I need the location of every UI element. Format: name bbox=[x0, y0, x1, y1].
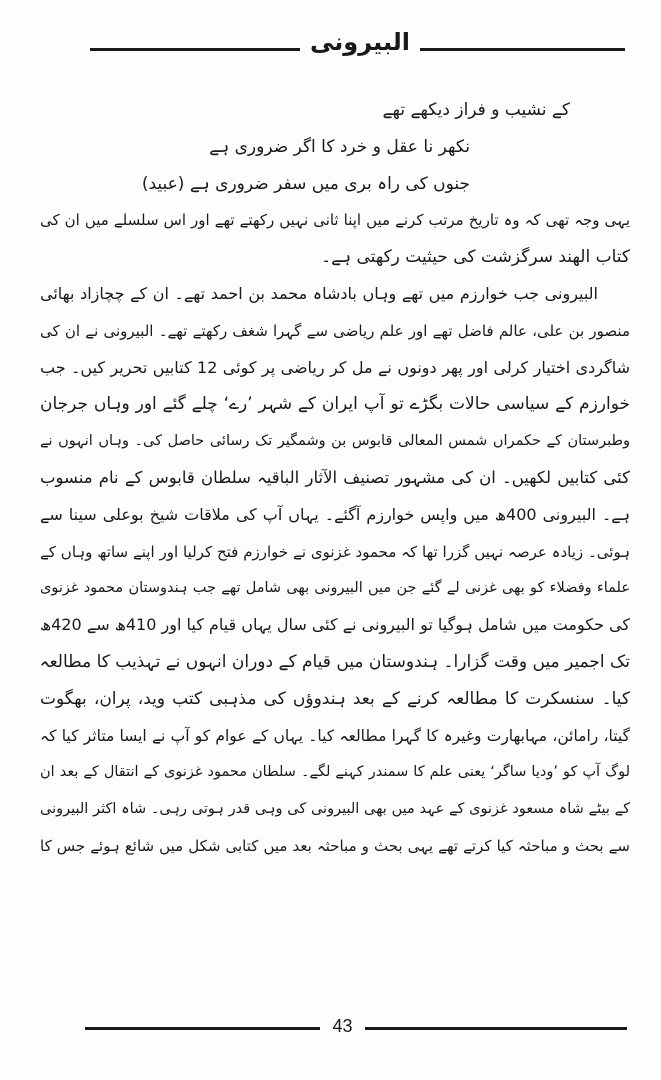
text-line: کی حکومت میں شامل ہوگیا تو البیرونی نے کئی سال یہاں قیام کیا اور 410ھ سے 420ھ bbox=[40, 615, 630, 635]
running-title: البیرونی bbox=[310, 28, 410, 56]
header-rule-right bbox=[420, 48, 625, 51]
page-footer bbox=[0, 1016, 661, 1044]
text-line: لوگ آپ کو ’ودیا ساگر‘ یعنی علم کا سمندر کہنے لگے۔ سلطان محمود غزنوی کے انتقال کے بعد ان bbox=[40, 764, 630, 781]
text-line: کے بیٹے شاہ مسعود غزنوی کے عہد میں بھی البیرونی کی وہی قدر ہوتی رہی۔ شاہ اکثر البیرونی bbox=[40, 801, 630, 818]
page-header bbox=[0, 28, 661, 72]
text-line: سے بحث و مباحثہ کیا کرتے تھے یہی بحث و مباحثہ بعد میں کتابی شکل میں شائع ہوئے جس کا bbox=[40, 836, 630, 855]
text-line: کیا۔ سنسکرت کا مطالعہ کرنے کے بعد ہندوؤں کی مذہبی کتب وید، پران، بھگوت bbox=[40, 688, 630, 709]
text-line: کئی کتابیں لکھیں۔ ان کی مشہور تصنیف الآثار الباقیہ سلطان قابوس کے نام منسوب bbox=[40, 467, 630, 487]
verse-line: جنوں کی راہ بری میں سفر ضروری ہے (عبید) bbox=[141, 173, 470, 194]
text-line: منصور بن علی، عالم فاضل تھے اور علم ریاضی سے گہرا شغف رکھتے تھے۔ البیرونی نے ان کی bbox=[40, 321, 630, 340]
page-number: 43 bbox=[332, 1016, 353, 1036]
text-line: البیرونی جب خوارزم میں تھے وہاں بادشاہ محمد بن احمد تھے۔ ان کے چچازاد بھائی bbox=[40, 283, 598, 303]
verse-line: نکھر نا عقل و خرد کا اگر ضروری ہے bbox=[209, 136, 470, 157]
body-text bbox=[40, 92, 630, 865]
text-line: گیتا، رامائن، مہابھارت وغیرہ کا گہرا مطالعہ کیا۔ یہاں کے عوام کو آپ نے ایسا متاثر کیا کہ bbox=[40, 726, 630, 745]
text-line: کتاب الهند سرگزشت کی حیثیت رکھتی ہے۔ bbox=[321, 247, 630, 268]
text-line: خوارزم کے سیاسی حالات بگڑے تو آپ ایران کے شہر ’رے‘ چلے گئے اور وہاں جرجان bbox=[40, 394, 630, 415]
verse-line: کے نشیب و فراز دیکھے تھے bbox=[382, 100, 570, 120]
header-rule-left bbox=[90, 48, 300, 51]
text-line: وطبرستان کے حکمراں شمس المعالی قابوس بن وشمگیر تک رسائی حاصل کی۔ وہاں انہوں نے bbox=[40, 433, 630, 450]
text-line: شاگردی اختیار کرلی اور پھر دونوں نے مل کر ریاضی پر کوئی 12 کتابیں تحریر کیں۔ جب bbox=[40, 357, 630, 377]
text-line: ہے۔ البیرونی 400ھ میں واپس خوارزم آگئے۔ یہاں آپ کی ملاقات شیخ بوعلی سینا سے bbox=[40, 504, 630, 524]
text-line: یہی وجہ تھی کہ وہ تاریخ مرتب کرنے میں اپنا ثانی نہیں رکھتے تھے اور اس سلسلے میں ان کی bbox=[40, 211, 630, 230]
text-line: ہوئی۔ زیادہ عرصہ نہیں گزرا تھا کہ محمود غزنوی نے خوارزم فتح کرلیا اور اپنے ساتھ وہاں کے bbox=[40, 542, 630, 561]
text-line: علماء وفضلاء کو بھی غزنی لے گئے جن میں البیرونی بھی شامل تھے جب ہندوستان محمود غزنوی bbox=[40, 580, 630, 597]
text-line: تک اجمیر میں وقت گزارا۔ ہندوستان میں قیام کے دوران انہوں نے تہذیب کا مطالعہ bbox=[40, 651, 630, 672]
footer-rule-left bbox=[85, 1027, 320, 1030]
footer-rule-right bbox=[365, 1027, 627, 1030]
